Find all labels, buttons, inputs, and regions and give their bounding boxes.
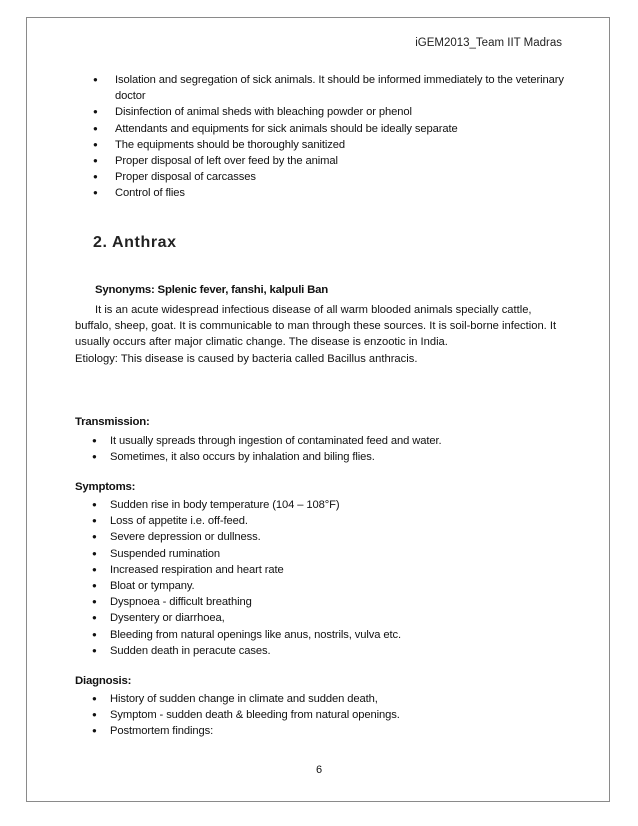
list-item: ● Dysentery or diarrhoea,: [75, 610, 567, 626]
control-measures-list: [93, 72, 565, 202]
list-item: ● Sometimes, it also occurs by inhalation and biling flies.: [75, 449, 567, 465]
list-item: ● Disinfection of animal sheds with bleaching powder or phenol: [93, 104, 565, 120]
list-item: ● Loss of appetite i.e. off-feed.: [75, 513, 567, 529]
symptoms-heading: Symptoms:: [75, 481, 136, 493]
list-item: ● Increased respiration and heart rate: [75, 562, 567, 578]
symptoms-list: [75, 497, 567, 659]
description-text: It is an acute widespread infectious disease of all warm blooded animals specially cattle, buffalo, sheep, goat. It is communicable to man through these sources. It is soil-borne infection. It usually occurs after major climatic change. The disease is enzootic in India.: [75, 304, 557, 349]
list-item: ● Dyspnoea - difficult breathing: [75, 594, 567, 610]
list-item: ● Proper disposal of left over feed by the animal: [93, 153, 565, 169]
list-item: ● Sudden rise in body temperature (104 – 108°F): [75, 497, 567, 513]
list-item: ● The equipments should be thoroughly sanitized: [93, 137, 565, 153]
list-item: ● Bleeding from natural openings like anus, nostrils, vulva etc.: [75, 627, 567, 643]
etiology-text: Etiology: This disease is caused by bacteria called Bacillus anthracis.: [75, 352, 418, 365]
list-item: ● Suspended rumination: [75, 546, 567, 562]
diagnosis-heading: Diagnosis:: [75, 675, 132, 687]
synonyms-line: Synonyms: Splenic fever, fanshi, kalpuli Ban: [95, 284, 329, 296]
list-item: ● Attendants and equipments for sick animals should be ideally separate: [93, 121, 565, 137]
list-item: ● Control of flies: [93, 185, 565, 201]
description-paragraph: [75, 302, 567, 367]
running-header: iGEM2013_Team IIT Madras: [415, 37, 562, 49]
list-item: ● Proper disposal of carcasses: [93, 169, 565, 185]
list-item: ● Isolation and segregation of sick animals. It should be informed immediately to the veterinary doctor: [93, 72, 565, 104]
list-item: ● Bloat or tympany.: [75, 578, 567, 594]
section-title: 2. Anthrax: [93, 234, 177, 251]
transmission-heading: Transmission:: [75, 416, 150, 428]
list-item: ● Sudden death in peracute cases.: [75, 643, 567, 659]
list-item: ● History of sudden change in climate and sudden death,: [75, 691, 567, 707]
list-item: ● It usually spreads through ingestion of contaminated feed and water.: [75, 433, 567, 449]
diagnosis-list: [75, 691, 567, 740]
list-item: ● Severe depression or dullness.: [75, 529, 567, 545]
page-number: 6: [315, 764, 323, 776]
transmission-list: [75, 433, 567, 465]
list-item: ● Symptom - sudden death & bleeding from natural openings.: [75, 707, 567, 723]
list-item: ● Postmortem findings:: [75, 723, 567, 739]
